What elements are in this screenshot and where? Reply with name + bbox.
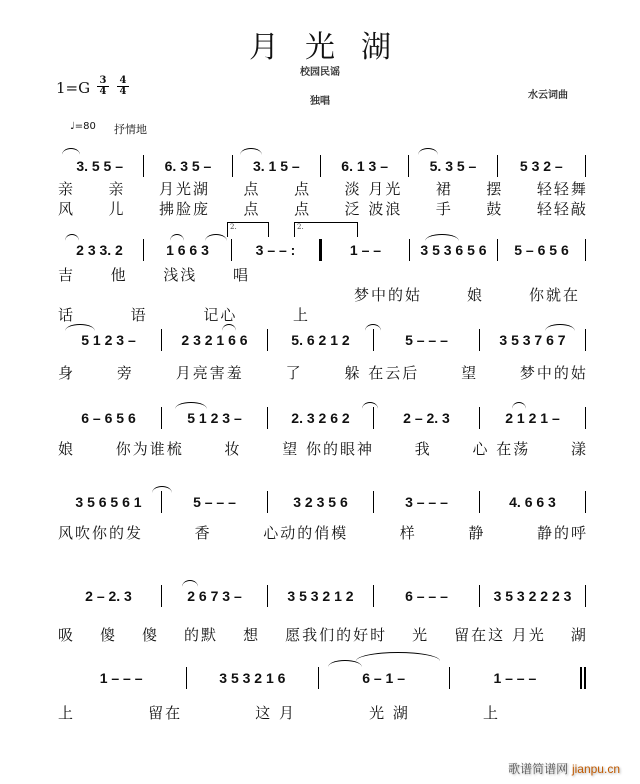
lyric: 轻轻舞 — [536, 180, 588, 198]
lyric: 望 你的眼神 — [282, 440, 374, 458]
lyric: 了 — [285, 364, 303, 382]
lyric: 淡 月光 — [344, 180, 403, 198]
lyric: 你就在 — [528, 286, 580, 304]
lyric: 样 — [399, 524, 417, 542]
lyric: 记心 — [203, 306, 238, 324]
measure: 1 6 6 3 — [166, 242, 209, 258]
lyric: 点 — [294, 180, 312, 198]
lyric: 上 — [58, 704, 76, 722]
measure: 5 – – – — [405, 332, 448, 348]
measure: 3. 5 5 – — [76, 158, 124, 174]
measure: 5. 3 5 – — [429, 158, 477, 174]
lyric: 风 — [58, 200, 76, 218]
lyric: 湖 — [570, 626, 588, 644]
time-signature-3-4 — [97, 76, 109, 97]
final-barline — [580, 667, 582, 689]
lyric: 上 — [292, 306, 310, 324]
lyric: 静 — [468, 524, 486, 542]
measure: 2 1 2 1 – — [505, 410, 560, 426]
lyric: 点 — [294, 200, 312, 218]
measure: 3 5 3 2 2 2 3 — [493, 588, 572, 604]
lyric: 吉 — [58, 266, 76, 284]
measure: 3 5 3 6 5 6 — [420, 242, 487, 258]
ts-top: 4 — [119, 75, 127, 86]
measure: 3 5 6 5 6 1 — [75, 494, 142, 510]
watermark — [508, 760, 620, 777]
measure: 3 5 3 2 1 6 — [219, 670, 286, 686]
lyric: 想 — [243, 626, 261, 644]
tempo-marking: ♩=80 — [70, 121, 96, 132]
lyrics — [58, 438, 588, 459]
lyric: 娘 — [58, 440, 76, 458]
lyrics-chorus — [354, 284, 580, 305]
lyrics-verse-2 — [58, 304, 310, 325]
measure: 5 1 2 3 – — [81, 332, 136, 348]
lyric: 光 — [412, 626, 430, 644]
measure: 4. 6 6 3 — [509, 494, 556, 510]
lyric: 你为谁梳 — [115, 440, 184, 458]
lyric: 香 — [194, 524, 212, 542]
subtitle: 校园民谣 — [300, 67, 340, 78]
lyrics-verse-2 — [58, 198, 588, 219]
measure: 6 – – – — [405, 588, 448, 604]
lyric: 心动的俏模 — [263, 524, 349, 542]
lyric: 裙 — [435, 180, 453, 198]
ts-bottom: 4 — [97, 86, 109, 97]
credits: 水云词曲 — [528, 90, 568, 101]
lyric: 身 — [58, 364, 76, 382]
ts-top: 3 — [99, 75, 107, 86]
lyric: 手 — [435, 200, 453, 218]
measure: 3 2 3 5 6 — [293, 494, 348, 510]
lyric: 留在 — [148, 704, 183, 722]
measure: 1 – – – — [493, 670, 537, 686]
measure: 5. 6 2 1 2 — [291, 332, 350, 348]
measure: 6. 3 5 – — [164, 158, 212, 174]
lyric: 亲 — [58, 180, 76, 198]
measure: 5 – – – — [193, 494, 236, 510]
song-title: 月光湖 — [249, 30, 417, 65]
measure: 2. 3 2 6 2 — [291, 410, 350, 426]
measure: 1 – – – — [99, 670, 143, 686]
measure: 6. 1 3 – — [341, 158, 388, 174]
ts-bottom: 4 — [117, 86, 129, 97]
lyric: 这 月 — [255, 704, 296, 722]
measure: 2 6 7 3 – — [187, 588, 242, 604]
lyric: 轻轻敲 — [536, 200, 588, 218]
lyric: 语 — [130, 306, 148, 324]
lyric: 拂脸庞 — [159, 200, 211, 218]
measure: 5 – 6 5 6 — [514, 242, 569, 258]
lyric: 的默 — [184, 626, 219, 644]
lyrics-verse-1 — [58, 264, 250, 285]
lyric: 唱 — [232, 266, 250, 284]
lyric: 静的呼 — [536, 524, 588, 542]
lyric: 儿 — [108, 200, 126, 218]
lyrics-verse-1 — [58, 178, 588, 199]
lyric: 风吹你的发 — [58, 524, 144, 542]
measure: 2 – 2. 3 — [403, 410, 450, 426]
measure: 2 3 2 1 6 6 — [181, 332, 248, 348]
lyrics — [58, 362, 588, 383]
measure: 3 – – : — [255, 242, 296, 258]
performer: 独唱 — [310, 96, 330, 107]
lyric: 梦中的姑 — [519, 364, 588, 382]
measure: 3 – – – — [405, 494, 448, 510]
volta-bracket: 2. — [227, 222, 269, 237]
lyric: 话 — [58, 306, 76, 324]
lyric: 娘 — [466, 286, 484, 304]
watermark-cn: 歌谱简谱网 — [508, 762, 569, 776]
watermark-en[interactable]: jianpu.cn — [571, 762, 620, 776]
measure: 6 – 1 – — [362, 670, 406, 686]
lyric: 点 — [243, 180, 261, 198]
lyric: 月亮害羞 — [175, 364, 244, 382]
lyric: 他 — [110, 266, 128, 284]
lyric: 愿我们的好时 — [285, 626, 388, 644]
lyric: 留在这 月光 — [454, 626, 546, 644]
time-signature-4-4 — [117, 76, 129, 97]
lyric: 望 — [461, 364, 479, 382]
measure: 1 – – — [349, 242, 382, 258]
lyric: 躲 在云后 — [344, 364, 420, 382]
lyric: 月光湖 — [159, 180, 211, 198]
lyric: 吸 — [58, 626, 76, 644]
measure: 6 – 6 5 6 — [81, 410, 136, 426]
lyrics — [58, 702, 500, 723]
measure: 5 3 2 – — [519, 158, 563, 174]
lyric: 漾 — [570, 440, 588, 458]
volta-bracket: 2. — [294, 222, 358, 237]
lyric: 上 — [482, 704, 500, 722]
expression-marking: 抒情地 — [114, 123, 147, 136]
lyrics — [58, 624, 588, 645]
lyric: 光 湖 — [369, 704, 410, 722]
measure: 3 5 3 2 1 2 — [287, 588, 354, 604]
measure: 2 3 3. 2 — [76, 242, 123, 258]
lyric: 傻 — [100, 626, 118, 644]
lyric: 旁 — [116, 364, 134, 382]
lyric: 泛 波浪 — [344, 200, 403, 218]
lyrics — [58, 522, 588, 543]
lyric: 亲 — [108, 180, 126, 198]
lyric: 妆 — [224, 440, 242, 458]
key-signature: 1=G — [56, 79, 91, 97]
measure: 5 1 2 3 – — [187, 410, 242, 426]
lyric: 梦中的姑 — [354, 286, 423, 304]
lyric: 我 — [414, 440, 432, 458]
lyric: 浅浅 — [163, 266, 198, 284]
slur — [356, 652, 440, 661]
measure: 3. 1 5 – — [252, 158, 300, 174]
lyric: 傻 — [142, 626, 160, 644]
lyric: 摆 — [486, 180, 504, 198]
measure: 3 5 3 7 6 7 — [499, 332, 566, 348]
lyric: 心 在荡 — [472, 440, 531, 458]
lyric: 点 — [243, 200, 261, 218]
lyric: 鼓 — [486, 200, 504, 218]
measure: 2 – 2. 3 — [85, 588, 132, 604]
